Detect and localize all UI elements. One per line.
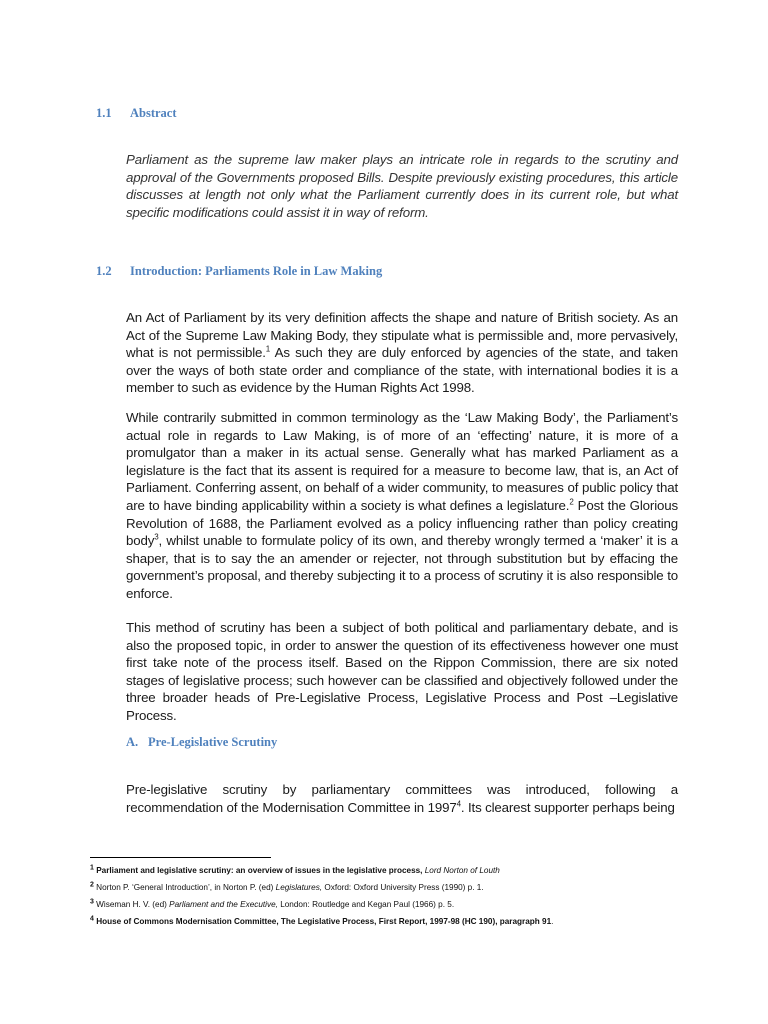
footnote-separator: [90, 857, 271, 858]
footnote-italic: Legislatures,: [273, 883, 323, 892]
footnote-1: [90, 866, 500, 875]
footnote-text: .: [551, 917, 554, 926]
footnote-italic: Lord Norton of Louth: [422, 866, 500, 875]
body-paragraph-4: [126, 781, 678, 816]
footnote-text: House of Commons Modernisation Committee, The Legislative Process, First Report, 1997-98 (HC 190), paragraph 91: [96, 917, 552, 926]
footnote-italic: Parliament and the Executive,: [166, 900, 278, 909]
footnote-ref: 3: [154, 532, 159, 542]
footnote-text: Parliament and legislative scrutiny: an overview of issues in the legislative process,: [96, 866, 423, 875]
body-paragraph-3: This method of scrutiny has been a subject of both political and parliamentary debate, and is also the proposed topic, in order to answer the question of its effectiveness however one must first take note of the process itself. Based on the Rippon Commission, there are six noted stages of legislative process; such however can be classified and objectively followed under the three broader heads of Pre-Legislative Process, Legislative Process and Post –Legislative Process.: [126, 620, 678, 723]
text-run: While contrarily submitted in common terminology as the ‘Law Making Body’, the Parliament’s actual role in regards to Law Making, is of more of an ‘effecting’ nature, it is more of a promulgator than a maker in its actual sense. Generally what has marked Parliament as a legislature is the fact that its assent is required for a measure to become law, that is, an Act of Parliament. Conferring assent, on behalf of a wider community, to measures of public policy that are to have binding applicability within a society is what defines a legislature.: [126, 410, 678, 513]
section-heading-introduction: [96, 264, 382, 279]
text-run: . Its clearest supporter perhaps being: [460, 799, 675, 815]
body-paragraph-2: [126, 409, 678, 603]
section-number: 1.1: [96, 106, 112, 120]
footnote-text: Oxford: Oxford University Press (1990) p. 1.: [322, 883, 484, 892]
footnote-4: [90, 917, 553, 926]
footnote-ref: 1: [265, 344, 271, 354]
footnote-text: Norton P. ‘General Introduction’, in Norton P. (ed): [93, 883, 274, 892]
footnote-3: [90, 900, 454, 909]
section-title: Introduction: Parliaments Role in Law Making: [130, 264, 383, 278]
section-title: Pre-Legislative Scrutiny: [148, 735, 278, 749]
text-run: An Act of Parliament by its very definition affects the shape and nature of British society. As an Act of the Supreme Law Making Body, they stipulate what is permissible and, more pervasively, what is not permissible.: [126, 310, 678, 361]
text-run: As such they are duly enforced by agencies of the state, and taken over the ways of both state order and compliance of the state, with international bodies it is a member to such as evidence by the Human Rights Act 1998.: [126, 345, 678, 396]
body-paragraph-1: [126, 309, 678, 397]
footnote-number: 4: [90, 915, 94, 923]
section-heading-pre-legislative: [126, 735, 277, 750]
footnote-ref: 4: [456, 799, 461, 809]
footnote-number: 2: [90, 881, 94, 889]
text-run: Pre-legislative scrutiny by parliamentary committees was introduced, following a recommendation of the Modernisation Committee in 1997: [126, 782, 678, 815]
text-run: , whilst unable to formulate policy of its own, and thereby wrongly termed a ‘maker’ it is a shaper, that is to say the an amender or rejecter, not through substitution but by effacing the government’s proposal, and thereby subjecting it to a process of scrutiny it is also responsible to enforce.: [126, 533, 678, 601]
footnote-ref: 2: [569, 497, 574, 507]
footnote-number: 3: [90, 898, 94, 906]
footnote-text: Wiseman H. V. (ed): [93, 900, 167, 909]
footnote-number: 1: [90, 864, 94, 872]
text-run: Post the Glorious Revolution of 1688, the Parliament evolved as a policy influencing rather than policy creating body: [126, 497, 678, 549]
section-title: Abstract: [130, 106, 177, 120]
section-heading-abstract: [96, 106, 177, 121]
abstract-paragraph: Parliament as the supreme law maker plays an intricate role in regards to the scrutiny and approval of the Governments proposed Bills. Despite previously existing procedures, this article discusses at length not only what the Parliament currently does in its current role, but what specific modifications could assist it in way of reform.: [126, 152, 678, 220]
section-number: A.: [126, 735, 139, 749]
footnote-text: London: Routledge and Kegan Paul (1966) p. 5.: [277, 900, 455, 909]
section-number: 1.2: [96, 264, 112, 278]
footnote-2: [90, 883, 484, 892]
